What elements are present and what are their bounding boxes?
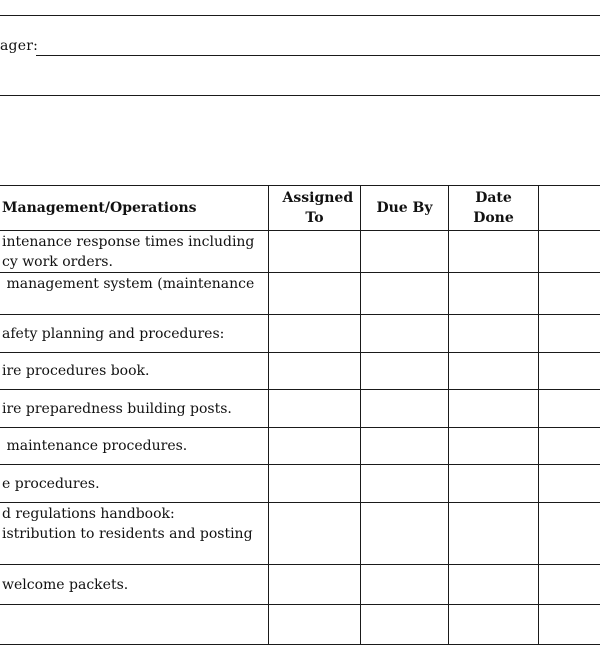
extra-cell[interactable] (539, 565, 600, 605)
task-line: management system (maintenance (2, 274, 268, 294)
done-cell[interactable] (449, 390, 539, 428)
due-cell[interactable] (361, 565, 449, 605)
table-row (0, 273, 600, 315)
task-cell (0, 465, 269, 503)
assigned-cell[interactable] (269, 503, 361, 565)
header-assigned-to (269, 186, 361, 231)
header-assigned-to-label: Assigned To (283, 188, 347, 228)
extra-cell[interactable] (539, 353, 600, 390)
task-line: ire procedures book. (2, 361, 268, 381)
extra-cell[interactable] (539, 503, 600, 565)
header-extra (539, 186, 600, 231)
task-cell (0, 231, 269, 273)
done-cell[interactable] (449, 353, 539, 390)
extra-cell[interactable] (539, 605, 600, 645)
done-cell[interactable] (449, 273, 539, 315)
due-cell[interactable] (361, 428, 449, 465)
assigned-cell[interactable] (269, 231, 361, 273)
task-line: maintenance procedures. (2, 436, 268, 456)
table-row (0, 565, 600, 605)
header-date-done (449, 186, 539, 231)
extra-cell[interactable] (539, 315, 600, 353)
assigned-cell[interactable] (269, 465, 361, 503)
table-row (0, 605, 600, 645)
task-cell (0, 353, 269, 390)
manager-label: ager: (0, 38, 38, 54)
due-cell[interactable] (361, 503, 449, 565)
task-line: afety planning and procedures: (2, 324, 268, 344)
done-cell[interactable] (449, 428, 539, 465)
table-row (0, 353, 600, 390)
assigned-cell[interactable] (269, 353, 361, 390)
header-due-by: Due By (361, 186, 449, 231)
task-cell (0, 315, 269, 353)
assigned-cell[interactable] (269, 390, 361, 428)
table-row (0, 428, 600, 465)
header-management-operations: Management/Operations (0, 186, 269, 231)
assigned-cell[interactable] (269, 428, 361, 465)
due-cell[interactable] (361, 315, 449, 353)
task-cell (0, 428, 269, 465)
done-cell[interactable] (449, 231, 539, 273)
task-line: welcome packets. (2, 575, 268, 595)
task-line: istribution to residents and posting (2, 524, 268, 544)
task-cell (0, 273, 269, 315)
table-row (0, 390, 600, 428)
extra-cell[interactable] (539, 428, 600, 465)
assigned-cell[interactable] (269, 315, 361, 353)
extra-cell[interactable] (539, 231, 600, 273)
done-cell[interactable] (449, 503, 539, 565)
table-row (0, 315, 600, 353)
manager-field-line[interactable] (36, 55, 600, 56)
due-cell[interactable] (361, 273, 449, 315)
assigned-cell[interactable] (269, 565, 361, 605)
done-cell[interactable] (449, 565, 539, 605)
task-line: e procedures. (2, 474, 268, 494)
task-cell (0, 390, 269, 428)
table-header-row (0, 186, 600, 231)
task-line: cy work orders. (2, 252, 268, 272)
extra-cell[interactable] (539, 273, 600, 315)
table-row (0, 503, 600, 565)
extra-cell[interactable] (539, 390, 600, 428)
due-cell[interactable] (361, 353, 449, 390)
due-cell[interactable] (361, 605, 449, 645)
table-row (0, 465, 600, 503)
assigned-cell[interactable] (269, 273, 361, 315)
task-line: intenance response times including (2, 232, 268, 252)
due-cell[interactable] (361, 465, 449, 503)
task-line: ire preparedness building posts. (2, 399, 268, 419)
top-rule (0, 15, 600, 16)
done-cell[interactable] (449, 315, 539, 353)
done-cell[interactable] (449, 605, 539, 645)
section-rule (0, 95, 600, 96)
checklist-table (0, 185, 600, 645)
table-row (0, 231, 600, 273)
task-cell (0, 565, 269, 605)
task-cell (0, 605, 269, 645)
extra-cell[interactable] (539, 465, 600, 503)
task-line: d regulations handbook: (2, 504, 268, 524)
task-cell (0, 503, 269, 565)
header-date-done-label: Date Done (472, 188, 516, 228)
assigned-cell[interactable] (269, 605, 361, 645)
due-cell[interactable] (361, 390, 449, 428)
done-cell[interactable] (449, 465, 539, 503)
due-cell[interactable] (361, 231, 449, 273)
